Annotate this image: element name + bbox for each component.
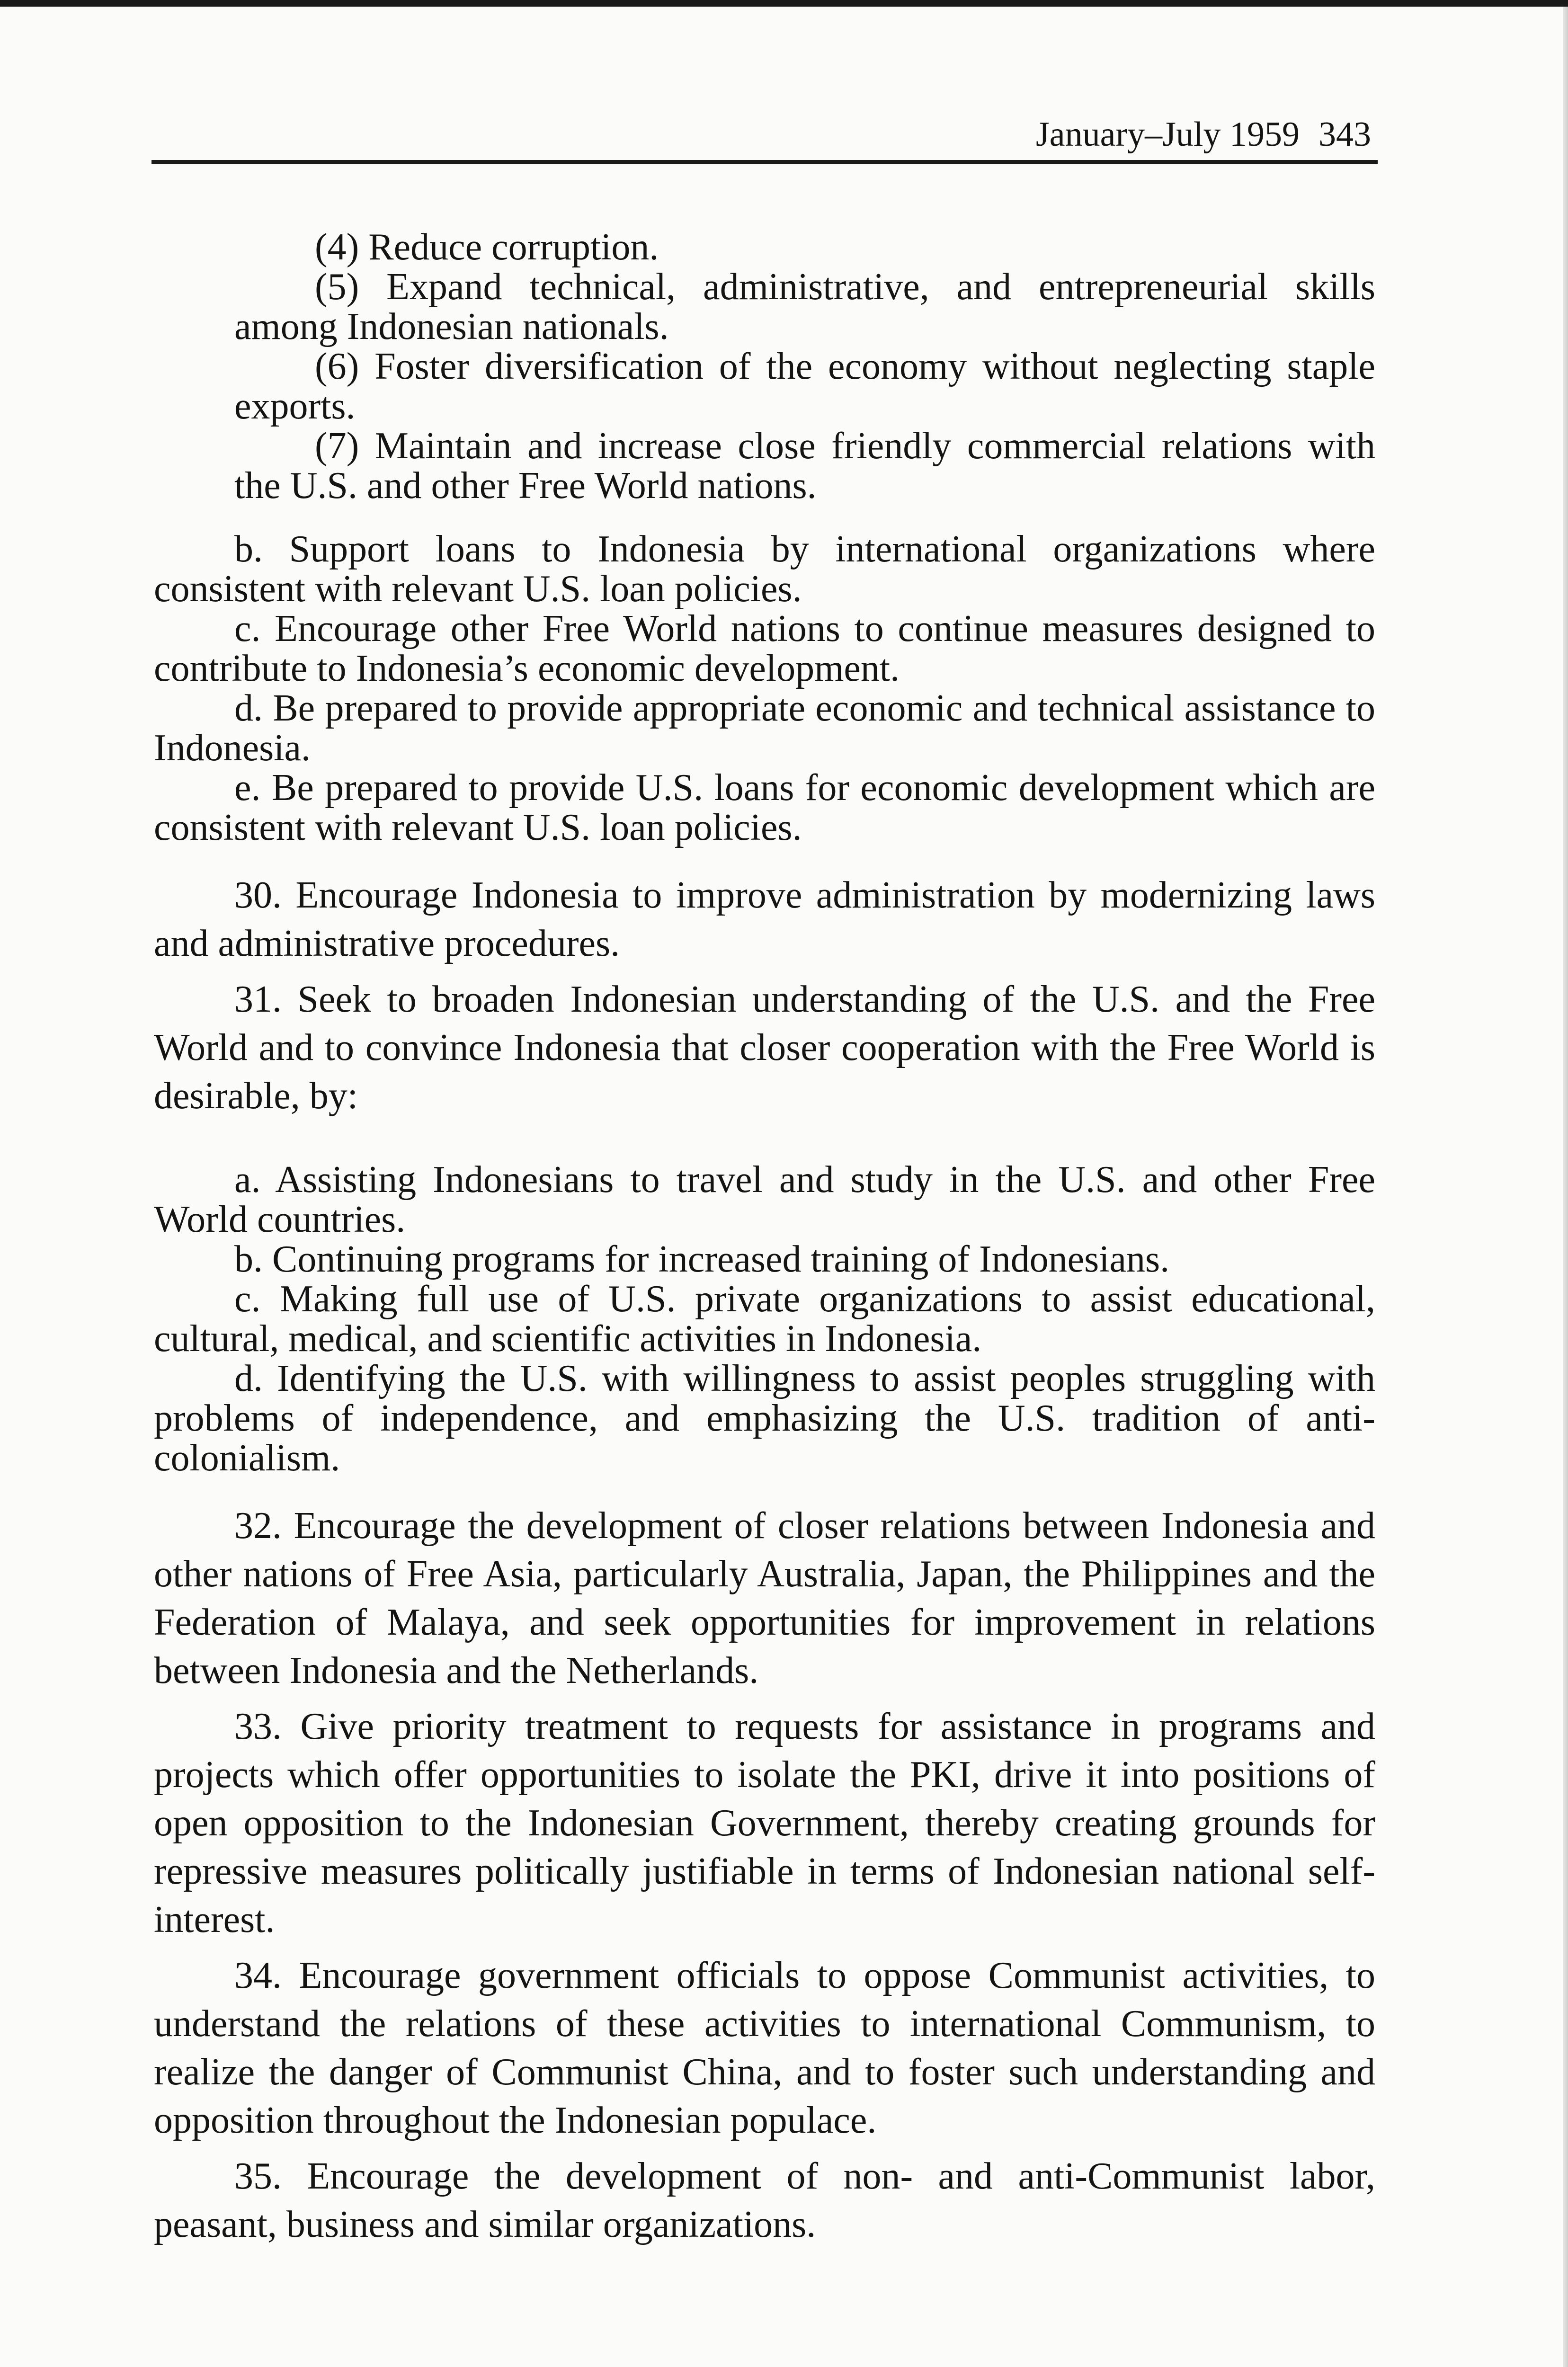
item-31d: d. Identifying the U.S. with willingness to assist peoples struggling with problems of independence, and emphasizing the U.S. tradition of anti-colonialism. [154, 1358, 1375, 1479]
subitem-6: (6) Foster diversification of the economy without neglecting staple exports. [234, 346, 1375, 427]
page-edge-shadow [1563, 7, 1568, 2367]
page-number: 343 [1319, 115, 1371, 154]
item-29b: b. Support loans to Indonesia by international organizations where consistent with relevant U.S. loan policies. [154, 528, 1375, 610]
spacer [154, 1120, 1375, 1160]
paragraph-30: 30. Encourage Indonesia to improve administration by modernizing laws and administrative procedures. [154, 874, 1375, 964]
running-title: January–July 1959 [1036, 115, 1300, 154]
paragraph-34: 34. Encourage government officials to oppose Communist activities, to understand the relations of these activities to international Communism, to realize the danger of Communist China, and to foster such understanding and opposition throughout the Indonesian populace. [154, 1955, 1375, 2141]
header-text [1036, 116, 1371, 153]
item-29d: d. Be prepared to provide appropriate economic and technical assistance to Indonesia. [154, 687, 1375, 769]
running-header [151, 113, 1378, 164]
item-29c: c. Encourage other Free World nations to continue measures designed to contribute to Indonesia’s economic development. [154, 608, 1375, 689]
paragraph-32: 32. Encourage the development of closer relations between Indonesia and other nations of Free Asia, particularly Australia, Japan, the Philippines and the Federation of Malaya, and seek opportunities for improvement in relations between Indonesia and the Netherlands. [154, 1505, 1375, 1691]
item-31a: a. Assisting Indonesians to travel and study in the U.S. and other Free World countries. [154, 1159, 1375, 1240]
spacer [154, 968, 1375, 975]
paragraph-35: 35. Encourage the development of non- and anti-Communist labor, peasant, business and similar organizations. [154, 2155, 1375, 2245]
document-body [154, 227, 1375, 2249]
spacer [154, 506, 1375, 529]
spacer [154, 2145, 1375, 2152]
item-31c: c. Making full use of U.S. private organizations to assist educational, cultural, medical, and scientific activities in Indonesia. [154, 1278, 1375, 1360]
spacer [154, 1478, 1375, 1502]
top-edge-rule [0, 0, 1568, 7]
item-29e: e. Be prepared to provide U.S. loans for economic development which are consistent with relevant U.S. loan policies. [154, 767, 1375, 848]
subitem-7: (7) Maintain and increase close friendly commercial relations with the U.S. and other Free World nations. [234, 425, 1375, 507]
spacer [154, 1695, 1375, 1702]
spacer [154, 847, 1375, 871]
paragraph-33: 33. Give priority treatment to requests for assistance in programs and projects which offer opportunities to isolate the PKI, drive it into positions of open opposition to the Indonesian Government, thereby creating grounds for repressive measures politically justifiable in terms of Indonesian national self-interest. [154, 1706, 1375, 1940]
subitem-5: (5) Expand technical, administrative, and entrepreneurial skills among Indonesian nationals. [234, 266, 1375, 347]
item-31b: b. Continuing programs for increased training of Indonesians. [234, 1238, 1170, 1280]
spacer [154, 1944, 1375, 1951]
paragraph-31: 31. Seek to broaden Indonesian understanding of the U.S. and the Free World and to convince Indonesia that closer cooperation with the Free World is desirable, by: [154, 979, 1375, 1117]
subitem-4: (4) Reduce corruption. [315, 226, 659, 268]
